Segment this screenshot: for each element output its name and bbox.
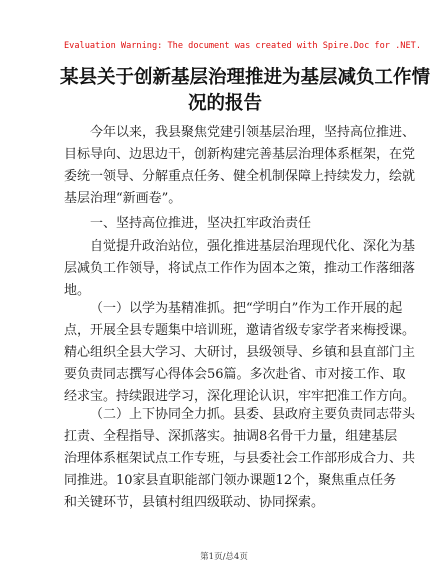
paragraph-line: （二）上下协同全力抓。县委、县政府主要负责同志带头 bbox=[90, 407, 416, 422]
paragraph-line: （一）以学为基精准抓。把“学明白”作为工作开展的起 bbox=[90, 301, 403, 316]
paragraph-line: 层减负工作领导，将试点工作作为固本之策，推动工作落细落 bbox=[64, 261, 416, 276]
paragraph-line: 治理体系框架试点工作专班，与县委社会工作部形成合力、共 bbox=[64, 451, 416, 466]
page-number-footer: 第1页/总4页 bbox=[200, 552, 248, 562]
title-line: 某县关于创新基层治理推进为基层减负工作情 bbox=[60, 67, 431, 88]
paragraph-line: 经求宝。持续跟进学习，深化理论认识，牢牢把准工作方向。 bbox=[64, 389, 416, 404]
paragraph-line: 和关键环节，县镇村组四级联动、协同探索。 bbox=[64, 495, 325, 510]
paragraph-section1 bbox=[64, 236, 416, 302]
paragraph-line: 精心组织全县大学习、大研讨，县级领导、乡镇和县直部门主 bbox=[64, 345, 416, 360]
paragraph-line: 同推进。10家县直职能部门领办课题12个，聚焦重点任务 bbox=[64, 473, 397, 488]
paragraph-line: 目标导向、边思边干，创新构建完善基层治理体系框架，在党 bbox=[64, 147, 416, 162]
paragraph-intro bbox=[64, 122, 416, 210]
paragraph-line: 基层治理“新画卷”。 bbox=[64, 191, 182, 206]
title-line: 况的报告 bbox=[187, 93, 262, 114]
heading-line: 一、坚持高位推进，坚决扛牢政治责任 bbox=[90, 216, 312, 231]
paragraph-subsection-2 bbox=[64, 404, 416, 514]
paragraph-line: 点，开展全县专题集中培训班，邀请省级专家学者来梅授课。 bbox=[64, 323, 416, 338]
evaluation-warning: Evaluation Warning: The document was created with Spire.Doc for .NET. bbox=[64, 41, 421, 51]
paragraph-line: 今年以来，我县聚焦党建引领基层治理，坚持高位推进、 bbox=[90, 125, 416, 140]
paragraph-line: 委统一领导、分解重点任务、健全机制保障上持续发力，绘就 bbox=[64, 169, 416, 184]
section-heading bbox=[64, 213, 384, 235]
paragraph-line: 扛责、全程指导、深抓落实。抽调8名骨干力量，组建基层 bbox=[64, 429, 398, 444]
paragraph-line: 地。 bbox=[64, 283, 91, 298]
document-title bbox=[60, 65, 431, 117]
paragraph-line: 要负责同志撰写心得体会56篇。多次赴省、市对接工作、取 bbox=[64, 367, 406, 382]
paragraph-subsection-1 bbox=[64, 298, 416, 408]
paragraph-line: 自觉提升政治站位，强化推进基层治理现代化、深化为基 bbox=[90, 239, 416, 254]
